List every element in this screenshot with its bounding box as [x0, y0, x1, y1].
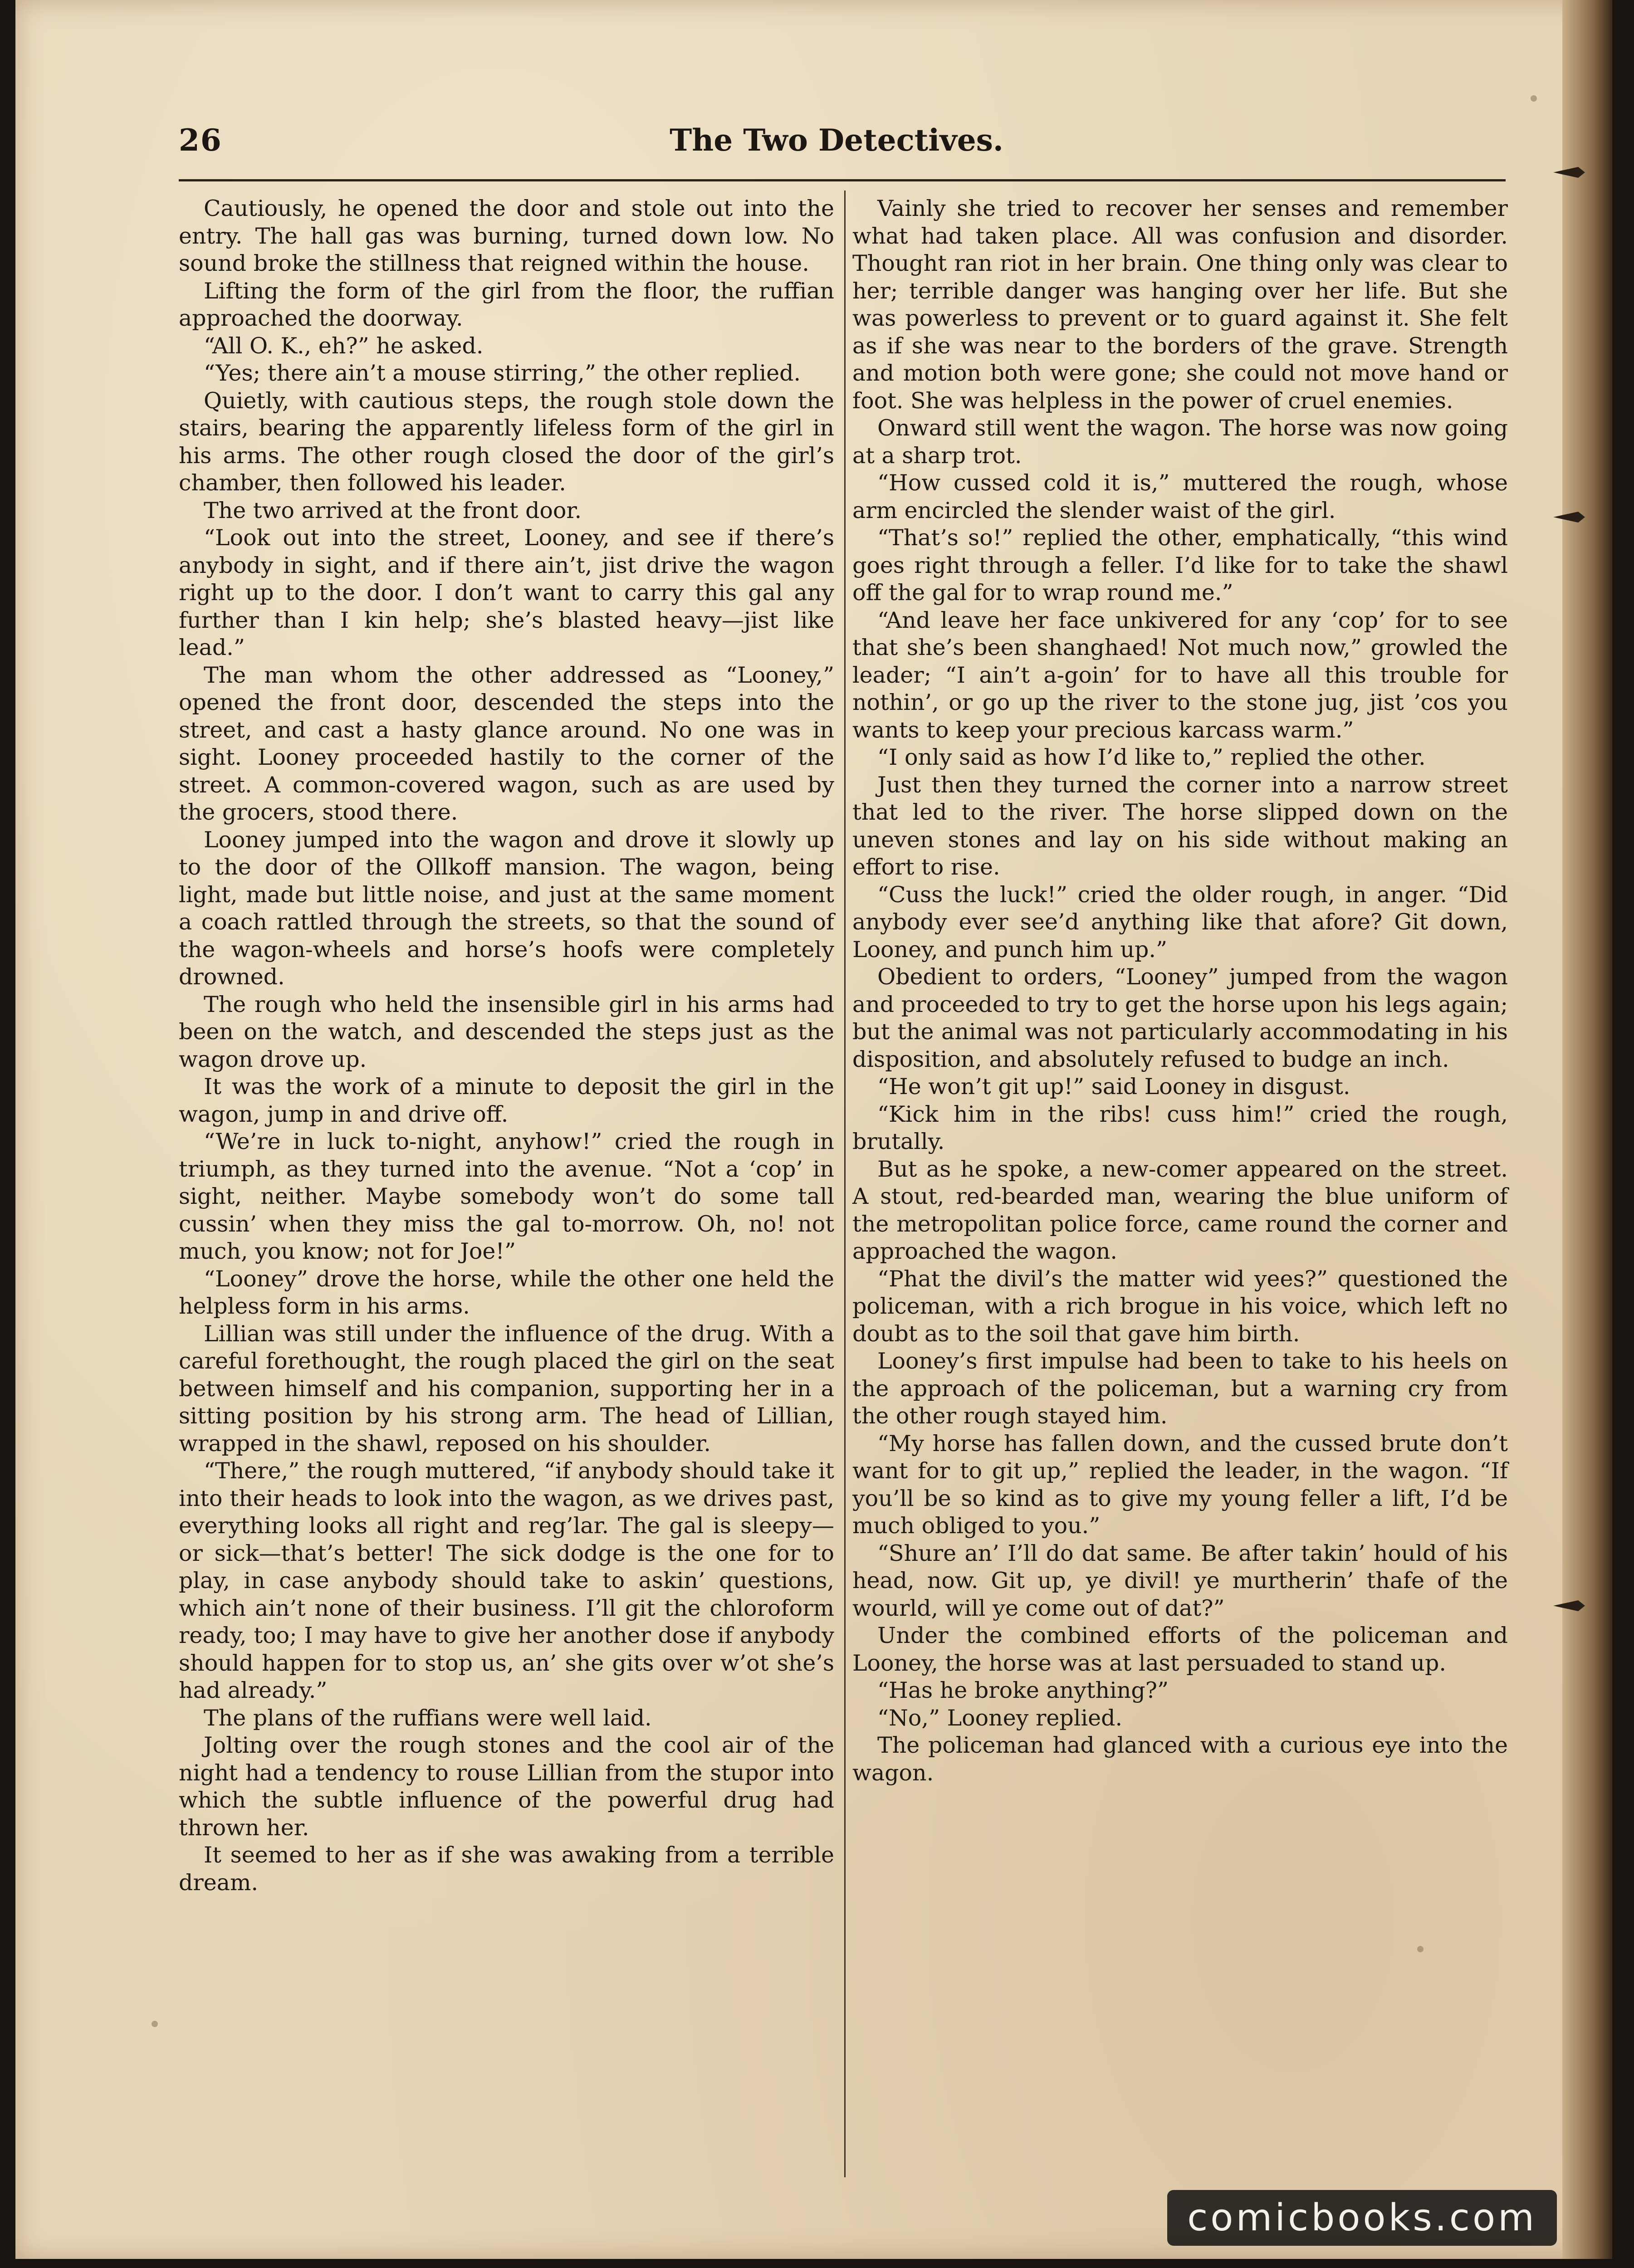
paragraph: “And leave her face unkivered for any ‘cop’ for to see that she’s been shanghaed! Not much now,” growled the leader; “I ain’t a-goin’ for to have all this trouble for nothin’, or go up the river to the stone jug, jist ’cos you wants to keep your precious karcass warm.” — [852, 607, 1508, 743]
paragraph: The man whom the other addressed as “Looney,” opened the front door, descended the steps into the street, and cast a hasty glance around. No one was in sight. Looney proceeded hastily to the corner of the street. A common-covered wagon, such as are used by the grocers, stood there. — [179, 662, 834, 825]
paragraph: “Looney” drove the horse, while the other one held the helpless form in his arms. — [179, 1266, 834, 1319]
paragraph: “How cussed cold it is,” muttered the rough, whose arm encircled the slender waist of the girl. — [852, 470, 1508, 523]
page-header — [179, 122, 1494, 172]
paragraph: Looney jumped into the wagon and drove it slowly up to the door of the Ollkoff mansion. The wagon, being light, made but little noise, and just at the same moment a coach rattled through the streets, so that the sound of the wagon-wheels and horse’s hoofs were completely drowned. — [179, 826, 834, 990]
watermark-logo: comicbooks.com — [1167, 2190, 1557, 2246]
paper-speck — [152, 2021, 158, 2027]
page-sheet — [15, 0, 1612, 2259]
paragraph: But as he spoke, a new-comer appeared on the street. A stout, red-bearded man, wearing the blue uniform of the metropolitan police force, came round the corner and approached the wagon. — [852, 1156, 1508, 1264]
paragraph: Cautiously, he opened the door and stole out into the entry. The hall gas was burning, turned down low. No sound broke the stillness that reigned within the house. — [179, 196, 834, 276]
paragraph: Onward still went the wagon. The horse was now going at a sharp trot. — [852, 415, 1508, 469]
column-divider — [844, 191, 846, 2177]
running-title: The Two Detectives. — [670, 122, 1003, 158]
paragraph: Looney’s first impulse had been to take to his heels on the approach of the policeman, but a warning cry from the other rough stayed him. — [852, 1348, 1508, 1429]
paragraph: “Phat the divil’s the matter wid yees?” questioned the policeman, with a rich brogue in his voice, which left no doubt as to the soil that gave him birth. — [852, 1266, 1508, 1347]
paragraph: “Look out into the street, Looney, and see if there’s anybody in sight, and if there ain’t, jist drive the wagon right up to the door. I don’t want to carry this gal any further than I kin help; she’s blasted heavy—jist like lead.” — [179, 525, 834, 660]
paragraph: “I only said as how I’d like to,” replied the other. — [877, 744, 1426, 770]
paragraph: “Kick him in the ribs! cuss him!” cried the rough, brutally. — [852, 1101, 1508, 1154]
paragraph: The plans of the ruffians were well laid. — [204, 1705, 652, 1731]
paragraph: “Shure an’ I’ll do dat same. Be after takin’ hould of his head, now. Git up, ye divil! ye murtherin’ thafe of the wourld, will ye come out of dat?” — [852, 1540, 1508, 1621]
paragraph: “Yes; there ain’t a mouse stirring,” the other replied. — [204, 360, 801, 386]
paragraph: Jolting over the rough stones and the cool air of the night had a tendency to rouse Lillian from the stupor into which the subtle influence of the powerful drug had thrown her. — [179, 1732, 834, 1841]
binding-staple-icon — [1553, 1597, 1585, 1615]
paragraph: Quietly, with cautious steps, the rough stole down the stairs, bearing the apparently lifeless form of the girl in his arms. The other rough closed the door of the girl’s chamber, then followed his leader. — [179, 387, 834, 496]
left-column — [179, 195, 834, 1897]
paragraph: Under the combined efforts of the policeman and Looney, the horse was at last persuaded to stand up. — [852, 1623, 1508, 1676]
paragraph: “He won’t git up!” said Looney in disgust. — [877, 1074, 1350, 1100]
binding-staple-icon — [1553, 163, 1585, 181]
paragraph: “Has he broke anything?” — [877, 1677, 1169, 1703]
paper-speck — [1531, 95, 1537, 102]
paragraph: Obedient to orders, “Looney” jumped from the wagon and proceeded to try to get the horse upon his legs again; but the animal was not particularly accommodating in his disposition, and absolutely refused to budge an inch. — [852, 964, 1508, 1072]
binding-staple-icon — [1553, 508, 1585, 526]
paragraph: “We’re in luck to-night, anyhow!” cried the rough in triumph, as they turned into the avenue. “Not a ‘cop’ in sight, neither. Maybe somebody won’t do some tall cussin’ when they miss the gal to-morrow. Oh, no! not much, you know; not for Joe!” — [179, 1129, 834, 1264]
page-number: 26 — [179, 122, 222, 158]
header-rule — [179, 179, 1506, 181]
paragraph: Lifting the form of the girl from the floor, the ruffian approached the doorway. — [179, 278, 834, 331]
paragraph: Lillian was still under the influence of the drug. With a careful forethought, the rough placed the girl on the seat between himself and his companion, supporting her in a sitting position by his strong arm. The head of Lillian, wrapped in the shawl, reposed on his shoulder. — [179, 1320, 834, 1457]
paragraph: “There,” the rough muttered, “if anybody should take it into their heads to look into the wagon, as we drives past, everything looks all right and reg’lar. The gal is sleepy—or sick—that’s better! The sick dodge is the one for to play, in case anybody should take to askin’ questions, which ain’t none of their business. I’ll git the chloroform ready, too; I may have to give her another dose if anybody should happen for to stop us, an’ she gits over w’ot she’s had already.” — [179, 1458, 834, 1703]
paragraph: It was the work of a minute to deposit the girl in the wagon, jump in and drive off. — [179, 1074, 834, 1127]
paragraph: “All O. K., eh?” he asked. — [204, 332, 484, 359]
right-column — [852, 195, 1508, 1787]
paragraph: Vainly she tried to recover her senses and remember what had taken place. All was confusion and disorder. Thought ran riot in her brain. One thing only was clear to her; terrible danger was hanging over her life. But she was powerless to prevent or to guard against it. She felt as if she was near to the borders of the grave. Strength and motion both were gone; she could not move hand or foot. She was helpless in the power of cruel enemies. — [852, 196, 1508, 414]
paragraph: “That’s so!” replied the other, emphatically, “this wind goes right through a feller. I’d like for to take the shawl off the gal for to wrap round me.” — [852, 525, 1508, 606]
binding-gutter — [1562, 0, 1612, 2259]
paper-speck — [1417, 1946, 1424, 1952]
paragraph: It seemed to her as if she was awaking from a terrible dream. — [179, 1842, 834, 1896]
paragraph: The two arrived at the front door. — [204, 497, 582, 523]
paragraph: “No,” Looney replied. — [877, 1705, 1123, 1731]
paragraph: The rough who held the insensible girl in his arms had been on the watch, and descended the steps just as the wagon drove up. — [179, 991, 834, 1072]
paragraph: “My horse has fallen down, and the cussed brute don’t want for to git up,” replied the leader, in the wagon. “If you’ll be so kind as to give my young feller a lift, I’d be much obliged to you.” — [852, 1430, 1508, 1539]
paragraph: The policeman had glanced with a curious eye into the wagon. — [852, 1732, 1508, 1786]
paragraph: “Cuss the luck!” cried the older rough, in anger. “Did anybody ever see’d anything like that afore? Git down, Looney, and punch him up.” — [852, 881, 1508, 963]
paragraph: Just then they turned the corner into a narrow street that led to the river. The horse slipped down on the uneven stones and lay on his side without making an effort to rise. — [852, 772, 1508, 880]
